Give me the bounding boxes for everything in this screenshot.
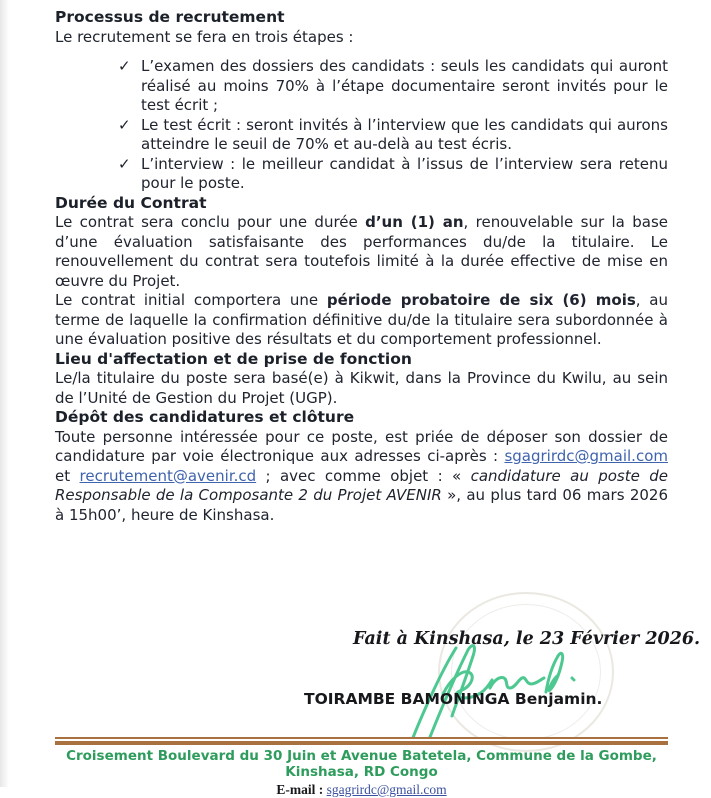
application-paragraph xyxy=(55,428,668,526)
page-footer xyxy=(0,737,711,798)
stamp-watermark xyxy=(438,592,614,752)
contract-p1-post: , renouvelable sur la base d’une évaluation satisfaisante des performances du/de la titulaire. Le renouvellement du contrat sera toutefois limité à la durée effective de mise en œuvre du Projet. xyxy=(55,213,668,290)
recruitment-step-1 xyxy=(118,57,668,116)
contract-paragraph-2 xyxy=(55,291,668,350)
contract-p2-bold: période probatoire de six (6) mois xyxy=(326,291,636,309)
signatory-name: TOIRAMBE BAMONINGA Benjamin. xyxy=(304,690,603,708)
contract-p2-post: , au terme de laquelle la confirmation définitive du/de la titulaire sera subordonnée à une évaluation positive des résultats et du comportement professionnel. xyxy=(55,291,668,348)
application-post: », au plus tard 06 mars 2026 à 15h00’, heure de Kinshasa. xyxy=(55,486,668,524)
contract-p2-pre: Le contrat initial comportera une xyxy=(55,291,327,309)
checkmark-icon: ✓ xyxy=(118,154,131,173)
footer-address: Croisement Boulevard du 30 Juin et Avenue Batetela, Commune de la Gombe, Kinshasa, RD Congo xyxy=(66,748,657,780)
section-heading-recruitment-process: Processus de recrutement xyxy=(55,8,285,26)
footer-rule xyxy=(55,737,668,745)
date-place-line: Fait à Kinshasa, le 23 Février 2026. xyxy=(353,629,701,649)
section-heading-contract-duration: Durée du Contrat xyxy=(55,193,207,212)
recruitment-step-3 xyxy=(118,155,668,194)
checkmark-icon: ✓ xyxy=(118,57,131,75)
recruitment-step-2 xyxy=(118,116,668,155)
checkmark-icon: ✓ xyxy=(118,115,131,134)
footer-email-label: E-mail : xyxy=(276,782,324,797)
contract-p1-bold: d’un (1) an xyxy=(365,213,464,231)
application-mid1: et xyxy=(55,466,80,485)
application-pre: Toute personne intéressée pour ce poste, est priée de déposer son dossier de candidature par voie électronique aux adresses ci-après : xyxy=(55,427,668,465)
recruitment-steps-list xyxy=(118,57,668,194)
recruitment-step-text: L’examen des dossiers des candidats : seuls les candidats qui auront réalisé au moins 70% à l’étape documentaire seront invités pour le test écrit ; xyxy=(141,57,668,114)
recruitment-intro: Le recrutement se fera en trois étapes : xyxy=(55,27,354,46)
section-heading-duty-station: Lieu d'affectation et de prise de fonction xyxy=(55,349,412,368)
recruitment-step-text: Le test écrit : seront invités à l’interview que les candidats qui aurons atteindre le seuil de 70% et au-delà au test écris. xyxy=(141,115,668,153)
recruitment-step-text: L’interview : le meilleur candidat à l’issus de l’interview sera retenu pour le poste. xyxy=(141,154,668,192)
footer-email-link[interactable]: sgagrirdc@gmail.com xyxy=(326,782,447,797)
application-mid2: ; avec comme objet : « xyxy=(256,466,471,485)
email-link-recrutement[interactable]: recrutement@avenir.cd xyxy=(79,466,257,485)
contract-paragraph-1 xyxy=(55,213,668,291)
footer-email-line xyxy=(55,782,668,798)
application-subject-italic: candidature au poste de Responsable de la Composante 2 du Projet AVENIR xyxy=(55,466,668,504)
contract-p1-pre: Le contrat sera conclu pour une durée xyxy=(55,213,366,231)
section-heading-application-deposit: Dépôt des candidatures et clôture xyxy=(55,408,355,426)
email-link-sgagrirdc[interactable]: sgagrirdc@gmail.com xyxy=(504,447,668,465)
duty-station-paragraph: Le/la titulaire du poste sera basé(e) à Kikwit, dans la Province du Kwilu, au sein de l’Unité de Gestion du Projet (UGP). xyxy=(55,369,668,407)
